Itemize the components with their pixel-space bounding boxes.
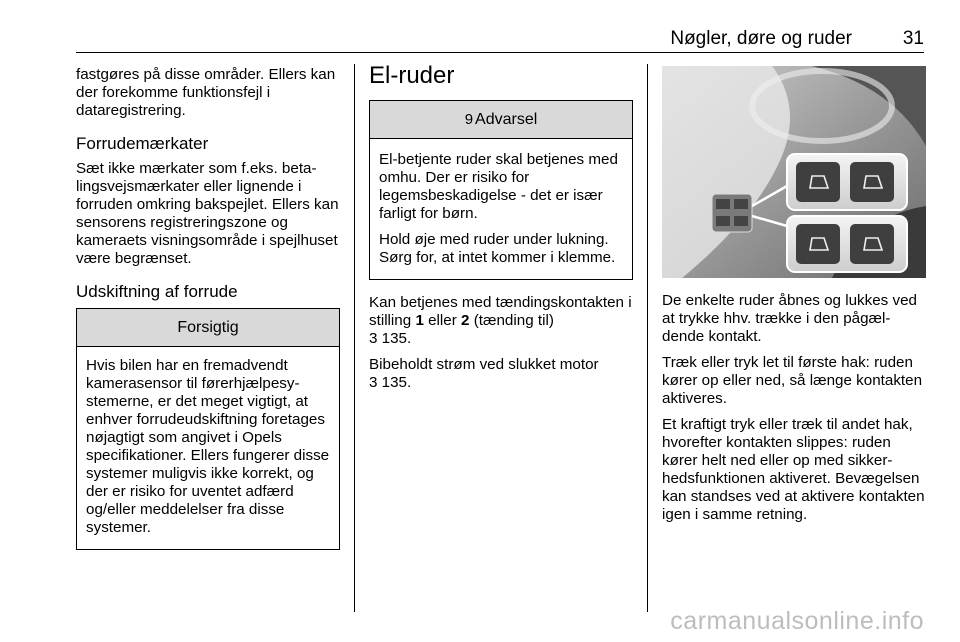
retained-power-paragraph: Bibeholdt strøm ved slukket motor 3 135.: [369, 356, 599, 391]
warning-title: Advarsel: [475, 111, 538, 128]
switch-paragraph-3: Et kraftigt tryk eller træk til andet hak, hvorefter kontakten slippes: ruden kører helt ned eller op med sikkerhedsfunktionen aktiveret. Bevægelsen kan standses ved at aktivere kontakten igen i samme retning.: [662, 416, 925, 523]
caution-box: [76, 308, 340, 550]
chapter-title: Nøgler, døre og ruder: [670, 28, 852, 49]
column-3: [662, 292, 926, 532]
section-heading-power-windows: El-ruder: [369, 62, 455, 89]
section-text-windshield-stickers: Sæt ikke mærkater som f.eks. betalingsvejsmærkater eller lignende i forruden omkring bakspejlet. Ellers kan sensorens registreringszone og kameraets visningsområde i spejlhuset være begrænset.: [76, 160, 339, 267]
switch-paragraph-1: De enkelte ruder åbnes og lukkes ved at trykke hhv. trække i den pågældende kontakt.: [662, 292, 917, 345]
warning-paragraph-2: Hold øje med ruder under lukning. Sørg for, at intet kommer i klemme.: [379, 231, 616, 266]
warning-header: [370, 101, 632, 139]
warning-triangle-icon: 9: [464, 111, 474, 128]
operation-paragraph: Kan betjenes med tændingskontakten i stilling 1 eller 2 (tænding til) 3 135.: [369, 294, 632, 347]
intro-text: fastgøres på disse områder. Ellers kan der forekomme funktionsfejl i dataregistrering.: [76, 66, 336, 119]
warning-body: [370, 139, 632, 279]
watermark: carmanualsonline.info: [670, 607, 924, 635]
warning-paragraph-1: El-betjente ruder skal betjenes med omhu. Der er risiko for legemsbeskadigelse - det er især farligt for børn.: [379, 151, 618, 222]
caution-text: Hvis bilen har en fremadvendt kamerasensor til førerhjælpesystemerne, er det meget vigtigt, at enhver forrudeudskiftning foretages nøjagtigt som angivet i Opels specifikationer. Ellers fungerer disse systemer muligvis ikke korrekt, og der er risiko for uventet adfærd og/eller meddelelser fra disse systemer.: [86, 357, 330, 536]
column-1: [76, 66, 340, 550]
page-number: 31: [902, 28, 924, 49]
column-2: [369, 62, 633, 400]
section-heading-windshield-replacement: Udskiftning af forrude: [76, 282, 238, 301]
caution-title: Forsigtig: [77, 309, 339, 347]
warning-box: [369, 100, 633, 280]
caution-body: [77, 347, 339, 549]
page-reference: 3 135.: [369, 330, 412, 347]
window-switch-icon: [662, 66, 926, 278]
column-divider-1: [354, 64, 355, 612]
column-divider-2: [647, 64, 648, 612]
section-heading-windshield-stickers: Forrudemærkater: [76, 134, 209, 153]
switch-paragraph-2: Træk eller tryk let til første hak: ruden kører op eller ned, så længe kontakten aktiveres.: [662, 354, 923, 407]
page-reference: 3 135.: [369, 374, 412, 391]
header-divider: [76, 52, 924, 53]
page-header: [76, 28, 924, 52]
window-switch-photo: [662, 66, 926, 278]
